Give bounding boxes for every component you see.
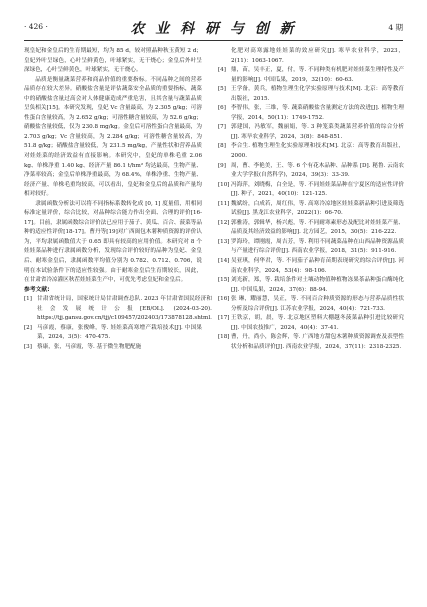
- reference-item: [218, 85, 404, 104]
- reference-number: [3]: [24, 343, 32, 350]
- page-number: · 426 ·: [24, 22, 48, 31]
- reference-number: [15]: [218, 277, 230, 284]
- page-header: [24, 18, 403, 41]
- reference-text: 张 琳，耀丽慧，吴正，等. 不同百合种质资源的形态与营养品质性状分析及综合评价[J]. 江苏农业学报，2024，40(4)：721-733.: [231, 296, 404, 312]
- reference-text: 吴亚琪，何华君，等. 不同茄子品种育苗期表现研究的综合评价[J]. 河南农业科学，2024，53(4)：98-106.: [231, 258, 404, 274]
- reference-number: [10]: [218, 181, 230, 188]
- reference-item: [24, 295, 212, 324]
- reference-text: 周，曹、李艳美，王、等. 6 个有花木品种、品种系 [D]. 秘鲁. 云南农业大学学报(自然科学)，2024，39(3)：33-39.: [231, 162, 404, 179]
- reference-text: 曹，丹，尚小，陈会辉，等. 广西地方甜包木薯种质资源调查及表型性状分析和品质评价[J]. 西南农业学报，2024，37(11)：2318-2325.: [231, 334, 404, 350]
- journal-title: 农 业 科 研 与 创 新: [130, 21, 297, 37]
- reference-text: 冯海萍，刘晓梅，白全是，等. 不同娃娃菜品种在宁夏区的适应性评价[J]. 种子，2021，40(10)：121-125.: [231, 181, 404, 198]
- reference-item: [218, 238, 404, 257]
- reference-item: [24, 343, 202, 353]
- body-paragraph: 现皇妃和金皇后的生育期最短，均为 85 d，较对照晶种秋玉黄短 2 d；皇妃外叶呈绿色，心叶呈鲜黄色，叶球紧实，无干烧心；金皇后外叶呈深绿色，心叶呈鲜黄色，叶球紧实，无干烧心。: [24, 48, 202, 74]
- reference-item: [218, 276, 404, 295]
- reference-text: 李智伟，张，三维，等. 蔬菜硝酸盐含量测定方法的改进[J]. 植物生理学报，2014，50(11)：1749-1752.: [231, 105, 404, 121]
- reference-number: [13]: [218, 238, 230, 245]
- reference-number: [9]: [218, 162, 226, 169]
- issue-number: 4 期: [388, 23, 403, 32]
- reference-number: [4]: [218, 67, 226, 74]
- reference-item: [218, 219, 404, 238]
- reference-text: 王学备，黄兵，植物生理生化学实验原理与技术[M]. 北京：高等教育出版社，2015.: [231, 86, 404, 102]
- reference-item: [218, 333, 404, 352]
- reference-text: 王铁京，胡，晨，等. 北京地区塑料大棚越冬菠菜品种引进比较研究[J]. 中国农技推广，2024，40(4)：37-41.: [231, 315, 404, 331]
- reference-text: 罗海玲，谭刚霞，周吉芳，等. 利用不同蔬菜品种在山西品种资源品质与产量进行综合评价[J]. 西南农业学报，2018，31(5)：911-916.: [231, 238, 404, 255]
- reference-item: [218, 314, 404, 333]
- reference-text: 蔡康，张，马彦霞，等. 基于微生物肥配施: [37, 343, 142, 350]
- reference-number: [11]: [218, 200, 230, 207]
- reference-item: [218, 162, 404, 181]
- reference-text: 鼎，苗，吴丰正，夏，付，等. 不同种类有机肥对娃娃菜生理特性及产量的影响[J]. 中国瓜果，2019，32(10)：60-63.: [231, 67, 404, 83]
- left-column: [24, 47, 212, 353]
- body-paragraph: 品质是衡量蔬菜营养和商品价值的重要指标。不同品种之间的营养品质存在较大差异。硝酸盐含量是评估蔬菜安全品质的重要指标，蔬菜中的硝酸盐含量过高会对人体健康造成严重危害，且其含量与蔬菜品质呈负相关[15]。本研究发现，皇妃 Vc 含量最高，为 2.305 g/kg；可溶性蛋白含量较高，为 2.652 g/kg；可溶性糖含量较高，为 52.6 g/kg；硝酸盐含量较低，仅为 230.8 mg/kg。金皇后可溶性蛋白含量最高，为 2.703 g/kg；Vc 含量较高，为 2.284 g/kg；可溶性糖含量较高，为 51.8 g/kg；硝酸盐含量较低，为 231.5 mg/kg，产量性状和营养品质对娃娃菜的经济效益有直接影响。本研究中，皇妃的单株毛重 2.06 kg、单株净重 1.40 kg、经济产量 86.1 t/hm² 均达最高，生物产量、净菜率较高；金皇后单株净重最高，为 68.4%，单株净重、生物产量、经济产量、单株毛重均较高，可以看出，皇妃和金皇后的品质和产量均相对较好。: [24, 76, 202, 198]
- reference-text: 魏斌纷，白成若，周红伟，等. 高寒冷凉地区娃娃菜新品种引进及筛选试验[J]. 黑龙江农业科学，2022(1)：66-70.: [231, 200, 404, 217]
- right-column: [218, 47, 404, 353]
- reference-number: [8]: [218, 143, 226, 150]
- reference-text: 刘光新，郑，等. 栽培条件对土壤动物值种植物冻果茶品种蛋白酶纯化[J]. 中国瓜果，2024，37(6)：88-94.: [231, 277, 404, 293]
- reference-number: [1]: [24, 296, 32, 303]
- reference-text: 化肥对高寒露地娃娃菜的效应研究[J]. 寒旱农业科学，2023，2(11)：1063-1067.: [231, 48, 404, 64]
- reference-item: [218, 200, 404, 219]
- reference-text: 甘肃省统计局，国家统计局甘肃调查总队. 2023 年甘肃省国民经济和社会发展统计公报[EB/OL]. (2024-03-20). https://tjj.gansu.gov.cn/tjj/c109457/202403/173878128.shtml.: [37, 296, 212, 322]
- body-paragraph: 隶属函数分析法可以将不同指标系数转化成 [0, 1] 度量值，用相同标准定量评价，综合比较，对品种综合能力作出全面、合理的评价[16-17]。目前，隶属函数综合评价法已应用于茄子、黄瓜、百合、菠菜等品种的适应性评价[18-17]。曹丹等[19]对广西闽包木薯种质资源的评价认为，平均隶属函数值大于 0.65 即具有较高的应用价值。本研究对 8 个娃娃菜品种进行隶属函数分析，发现综合评价较好的品种为皇妃、金皇后、耐寒金皇后，隶属函数平均值分别为 0.782、0.712、0.706，说明在本试验条件下的适应性较强。由于耐寒金皇后生育期较长，因此，在甘肃省冷凉灌区秋茬娃娃菜生产中，可优先考虑皇妃和金皇后。: [24, 200, 202, 284]
- reference-number: [5]: [218, 86, 226, 93]
- reference-item: [218, 257, 404, 276]
- reference-number: [12]: [218, 219, 230, 226]
- reference-item: [218, 66, 404, 85]
- reference-number: [14]: [218, 258, 230, 265]
- reference-text: 郭雅涛，郭辑华，杨兴彪，等. 不同耐寒素形态及配比对娃娃菜产量、品质及其经济效益的影响[J]. 北方园艺，2015，30(5)：216-222.: [231, 219, 404, 236]
- reference-number: [18]: [218, 334, 230, 341]
- reference-item: [218, 295, 404, 314]
- reference-number: [2]: [24, 324, 32, 331]
- reference-number: [17]: [218, 315, 230, 322]
- reference-item: [218, 47, 404, 66]
- reference-number: [6]: [218, 105, 226, 112]
- reference-number: [7]: [218, 124, 226, 131]
- reference-number: [16]: [218, 296, 230, 303]
- reference-item: [218, 181, 404, 200]
- reference-text: 郭建国，冯敏军，魏丽娟，等. 3 种笼菜类蔬菜营养价值的综合分析[J]. 寒旱农业科学，2024，3(8)：848-851.: [231, 124, 404, 140]
- reference-item: [218, 123, 404, 142]
- reference-number: [218, 47, 231, 66]
- reference-item: [218, 104, 404, 123]
- references-heading: 参考文献:: [24, 286, 50, 293]
- reference-text: 马彦霞，蔡康，张俊峰，等. 娃娃菜高寒增产栽培技术[J]. 中国果菜，2024，3(5)：470-475.: [37, 324, 202, 341]
- reference-text: 李合生. 植物生理生化实验原理和技术[M]. 北京：高等教育出版社，2000.: [231, 143, 404, 160]
- reference-item: [218, 142, 404, 161]
- reference-item: [24, 324, 202, 343]
